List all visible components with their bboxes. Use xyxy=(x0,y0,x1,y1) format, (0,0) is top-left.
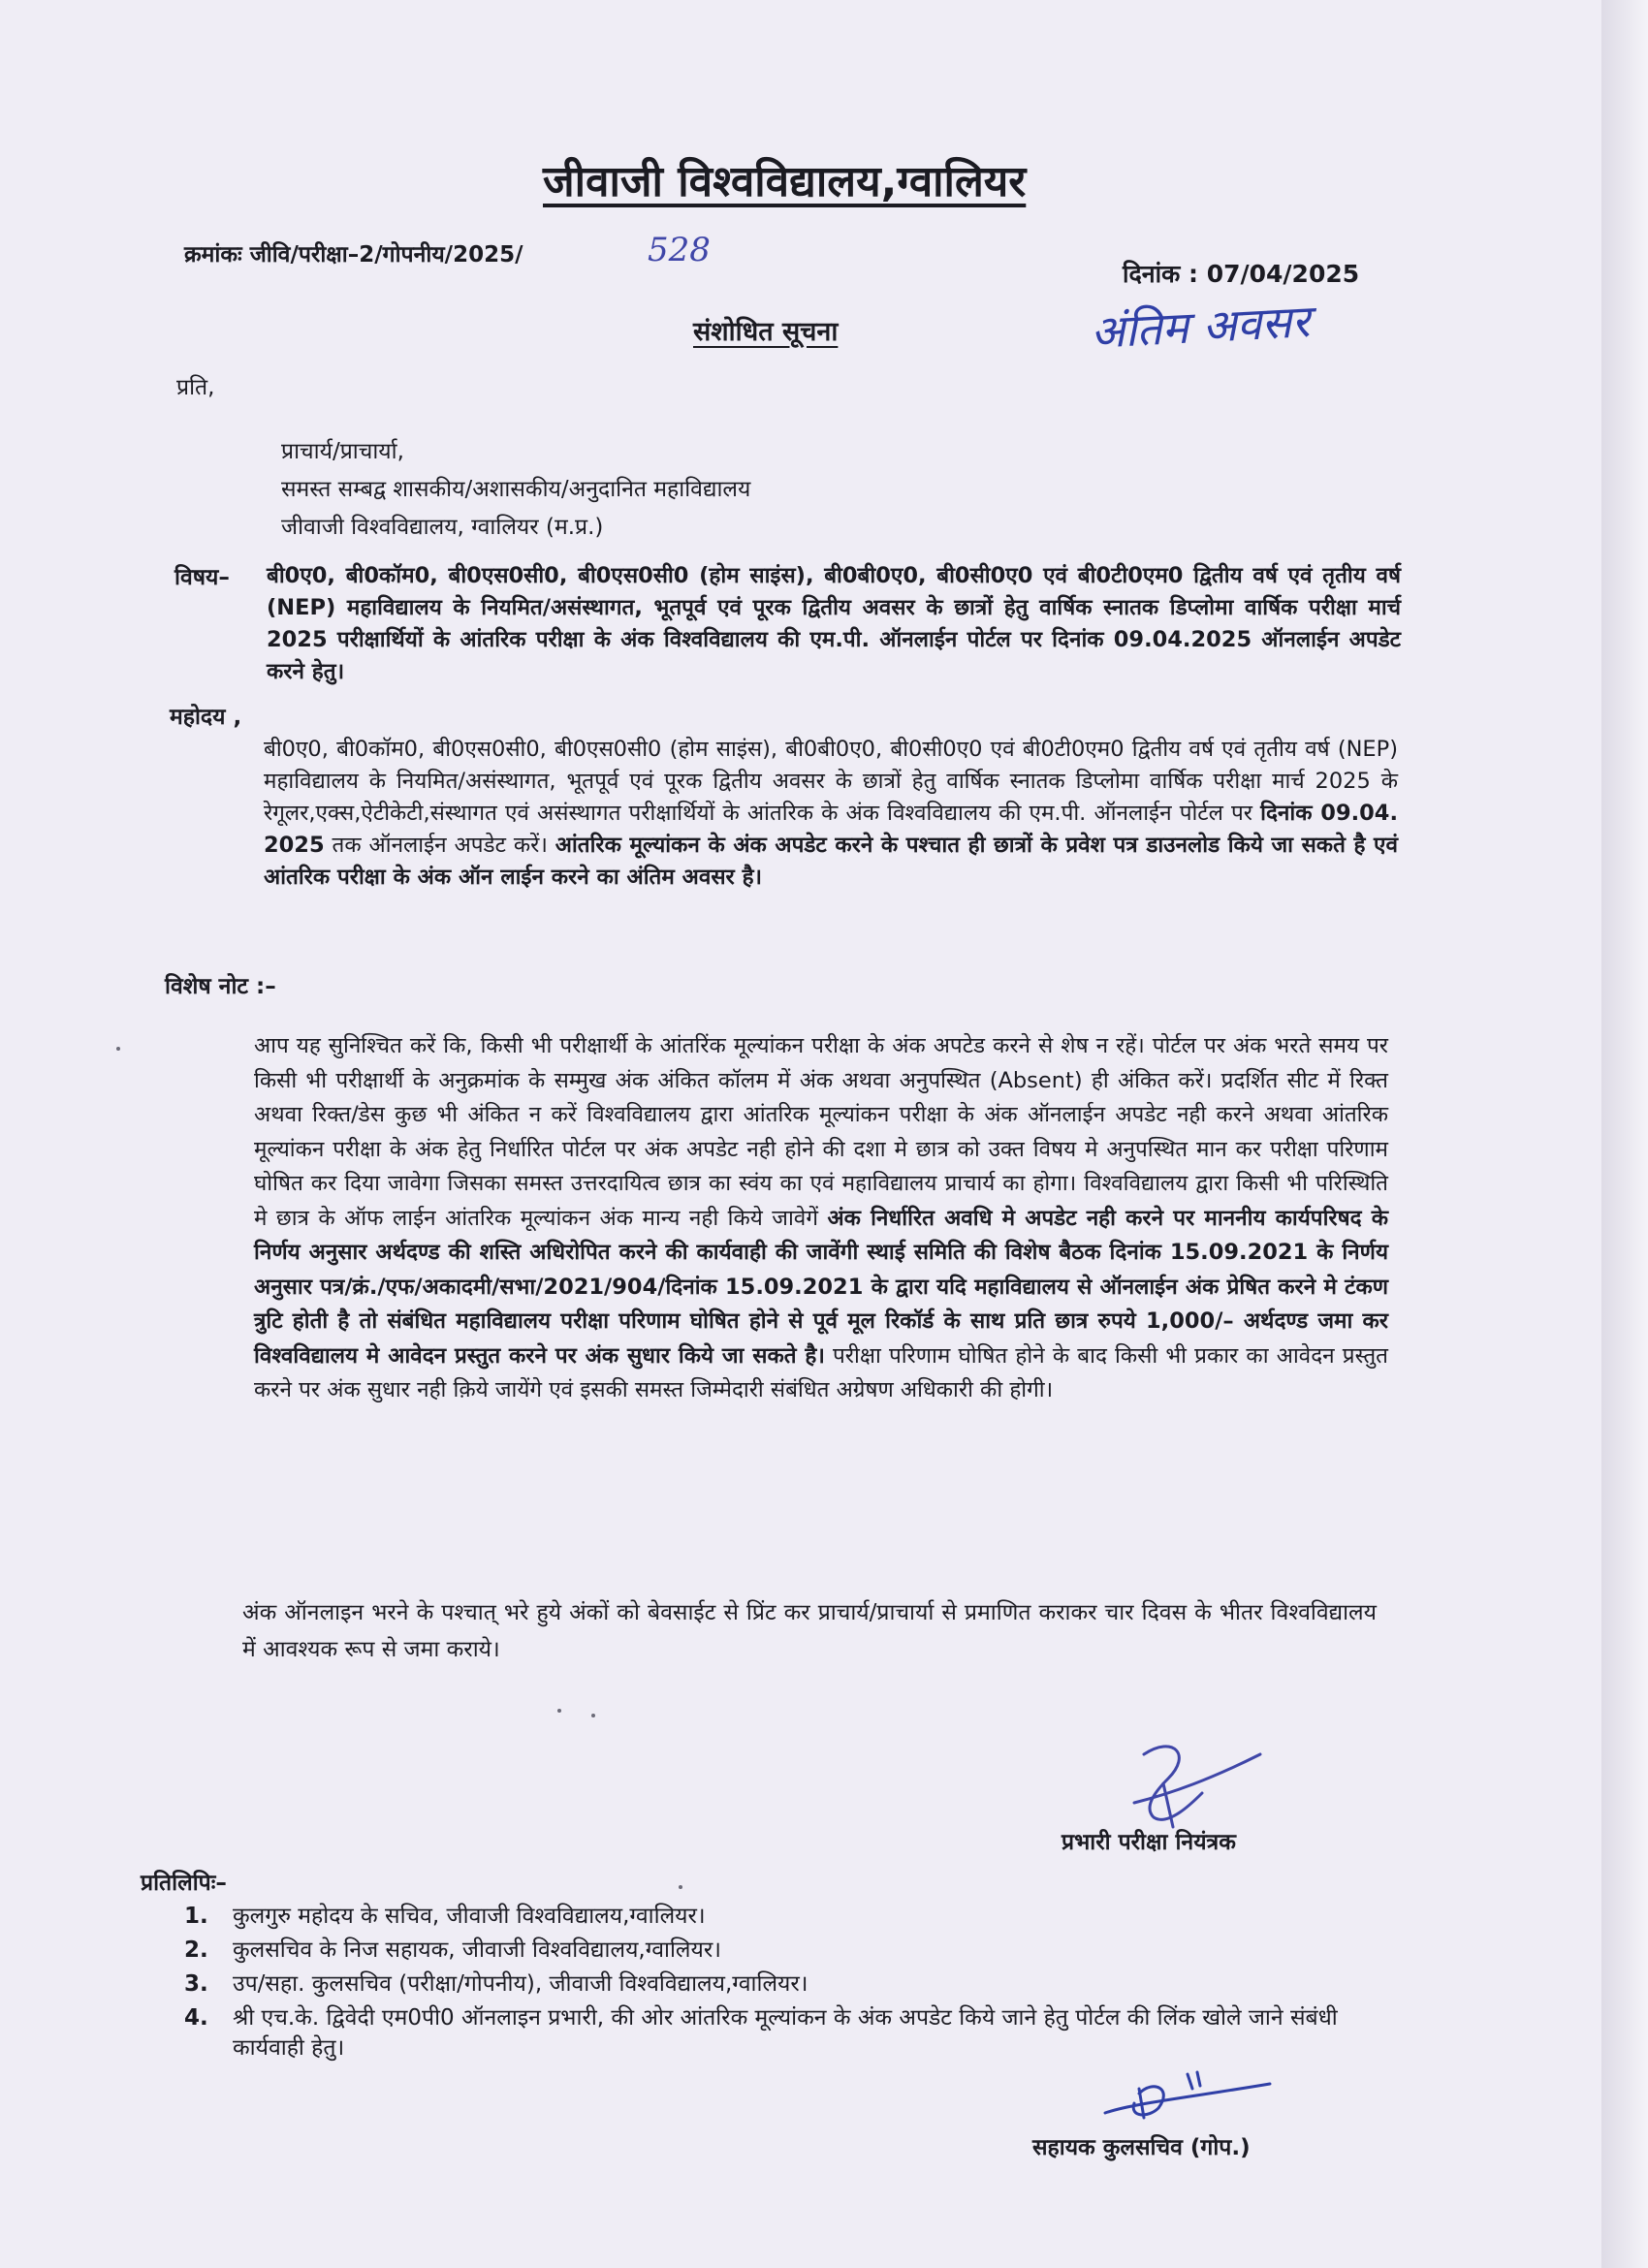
body-text: तक ऑनलाईन अपडेट करें। xyxy=(324,833,555,858)
copy-to-item-text: उप/सहा. कुलसचिव (परीक्षा/गोपनीय), जीवाजी विश्वविद्यालय,ग्वालियर। xyxy=(233,1971,808,1997)
copy-to-item-text: श्री एच.के. द्विवेदी एम0पी0 ऑनलाइन प्रभारी, की ओर आंतरिक मूल्यांकन के अंक अपडेट किये जाने हेतु पोर्टल की लिंक खोले जाने संबंधी कार्यवाही हेतु। xyxy=(233,2005,1338,2061)
closing-paragraph: अंक ऑनलाइन भरने के पश्चात् भरे हुये अंकों को बेवसाईट से प्रिंट कर प्राचार्य/प्राचार्या से प्रमाणित कराकर चार दिवस के भीतर विश्वविद्यालय में आवश्यक रूप से जमा कराये। xyxy=(242,1600,1377,1662)
signature-assistant-registrar xyxy=(1095,2064,1280,2132)
notice-title: संशोधित सूचना xyxy=(693,317,839,347)
subject-text: बी0ए0, बी0कॉम0, बी0एस0सी0, बी0एस0सी0 (होम साइंस), बी0बी0ए0, बी0सी0ए0 एवं बी0टी0एम0 द्वितीय वर्ष एवं तृतीय वर्ष (NEP) महाविद्यालय के नियमित/असंस्थागत, भूतपूर्व एवं पूरक द्वितीय अवसर के छात्रों हेतु वार्षिक स्नातक डिप्लोमा वार्षिक परीक्षा मार्च 2025 परीक्षार्थियों के आंतरिक परीक्षा के अंक विश्वविद्यालय की एम.पी. ऑनलाईन पोर्टल पर दिनांक 09.04.2025 ऑनलाईन अपडेट करने हेतु। xyxy=(267,563,1401,684)
copy-to-item-number: 3. xyxy=(184,1971,208,1997)
copy-to-item-number: 1. xyxy=(184,1904,208,1929)
scan-speck xyxy=(116,1047,120,1051)
recipient-line: जीवाजी विश्वविद्यालय, ग्वालियर (म.प्र.) xyxy=(281,515,604,540)
note-text: परीक्षा परिणाम घोषित होने के बाद किसी भी प्रकार का आवेदन प्रस्तुत करने पर अंक सुधार नही क़िये जायेंगे एवं इसकी समस्त जिम्मेदारी संबंधित अग्रेषण अधिकारी की होगी। xyxy=(254,1342,1388,1402)
signatory-assistant-registrar: सहायक कुलसचिव (गोप.) xyxy=(1032,2135,1251,2160)
subject-label: विषय– xyxy=(174,565,230,590)
copy-to-item-text: कुलसचिव के निज सहायक, जीवाजी विश्वविद्यालय,ग्वालियर। xyxy=(233,1937,721,1963)
copy-to-item xyxy=(184,2003,1386,2063)
copy-to-item-number: 2. xyxy=(184,1937,208,1963)
note-text: आप यह सुनिश्चित करें कि, किसी भी परीक्षार्थी के आंतरिंक मूल्यांकन परीक्षा के अंक अपटेड करने से शेष न रहें। पोर्टल पर अंक भरते समय पर किसी भी परीक्षार्थी के अनुक्रमांक के सम्मुख अंक अंकित कॉलम में अंक अथवा अनुपस्थित (Absent) ही अंकित करें। प्रदर्शित सीट में रिक्त अथवा रिक्त/डेस कुछ भी अंकित न करें विश्वविद्यालय द्वारा आंतरिक मूल्यांकन परीक्षा के अंक ऑनलाईन अपडेट नही करने अथवा आंतरिक मूल्यांकन परीक्षा के अंक हेतु निर्धारित पोर्टल पर अंक अपडेट नही होने की दशा मे छात्र को उक्त विषय मे अनुपस्थित मान कर परीक्षा परिणाम घोषित कर दिया जावेगा जिसका समस्त उत्तरदायित्व छात्र का स्वंय का एवं महाविद्यालय प्राचार्य का होगा। विश्वविद्यालय द्वारा किसी भी परिस्थिति मे छात्र के ऑफ लाईन आंतरिक मूल्यांकन अंक मान्य नही किये जावेगें xyxy=(254,1033,1388,1231)
body-deadline: दिनांक 09.04. 2025 xyxy=(264,801,1399,858)
copy-to-item-text: कुलगुरु महोदय के सचिव, जीवाजी विश्वविद्यालय,ग्वालियर। xyxy=(233,1904,706,1929)
copy-to-label: प्रतिलिपिः– xyxy=(141,1871,227,1896)
recipient-line: समस्त सम्बद्व शासकीय/अशासकीय/अनुदानित महाविद्यालय xyxy=(281,477,751,502)
paper-edge xyxy=(1601,0,1648,2268)
copy-to-item-number: 4. xyxy=(184,2005,208,2031)
handwritten-reference-number: 528 xyxy=(648,231,711,269)
to-label: प्रति, xyxy=(176,375,215,400)
reference-number: क्रमांकः जीवि/परीक्षा–2/गोपनीय/2025/ xyxy=(184,242,523,268)
recipient-address xyxy=(281,433,750,547)
body-final-chance-text: आंतरिक मूल्यांकन के अंक अपडेट करने के पश्चात ही छात्रों के प्रवेश पत्र डाउनलोड किये जा सकते है एवं आंतरिक परीक्षा के अंक ऑन लाईन करने का अंतिम अवसर है। xyxy=(264,833,1398,890)
handwritten-final-chance-note: अंतिम अवसर xyxy=(1089,295,1312,359)
copy-to-list xyxy=(184,1902,1386,2067)
salutation: महोदय , xyxy=(170,705,242,730)
copy-to-item xyxy=(184,1969,1386,2000)
copy-to-item xyxy=(184,1902,1386,1932)
body-paragraph xyxy=(264,734,1398,894)
scan-speck xyxy=(557,1709,561,1713)
scan-speck xyxy=(679,1885,682,1889)
scan-speck xyxy=(591,1714,595,1717)
copy-to-item xyxy=(184,1936,1386,1966)
letter-date: दिनांक : 07/04/2025 xyxy=(1123,260,1360,288)
special-note-paragraph xyxy=(254,1029,1388,1408)
recipient-line: प्राचार्य/प्राचार्या, xyxy=(281,439,404,464)
note-penalty-text: अंक निर्धारित अवधि मे अपडेट नही करने पर माननीय कार्यपरिषद के निर्णय अनुसार अर्थदण्ड की शस्ति अधिरोपित करने की कार्यवाही की जावेंगी स्थाई समिति की विशेष बैठक दिनांक 15.09.2021 के निर्णय अनुसार पत्र/क्रं./एफ/अकादमी/सभा/2021/904/दिनांक 15.09.2021 के द्वारा यदि महाविद्यालय से ऑनलाईन अंक प्रेषित करने मे टंकण त्रुटि होती है तो संबंधित महाविद्यालय परीक्षा परिणाम घोषित होने से पूर्व मूल रिकॉर्ड के साथ प्रति छात्र रुपये 1,000/– अर्थदण्ड जमा कर विश्वविद्यालय मे आवेदन प्रस्तुत करने पर अंक सुधार किये जा सकते है। xyxy=(254,1205,1389,1369)
special-note-label: विशेष नोट :– xyxy=(165,974,276,999)
signatory-exam-controller: प्रभारी परीक्षा नियंत्रक xyxy=(1062,1830,1236,1855)
body-text: बी0ए0, बी0कॉम0, बी0एस0सी0, बी0एस0सी0 (होम साइंस), बी0बी0ए0, बी0सी0ए0 एवं बी0टी0एम0 द्वितीय वर्ष एवं तृतीय वर्ष (NEP) महाविद्यालय के नियमित/असंस्थागत, भूतपूर्व एवं पूरक द्वितीय अवसर के छात्रों हेतु वार्षिक स्नातक डिप्लोमा वार्षिक परीक्षा मार्च 2025 के रेगूलर,एक्स,ऐटीकेटी,संस्थागत एवं असंस्थागत परीक्षार्थियों के आंतरिक के अंक विश्वविद्यालय की एम.पी. ऑनलाईन पोर्टल पर xyxy=(264,737,1398,826)
university-title: जीवाजी विश्वविद्यालय,ग्वालियर xyxy=(543,157,1027,206)
